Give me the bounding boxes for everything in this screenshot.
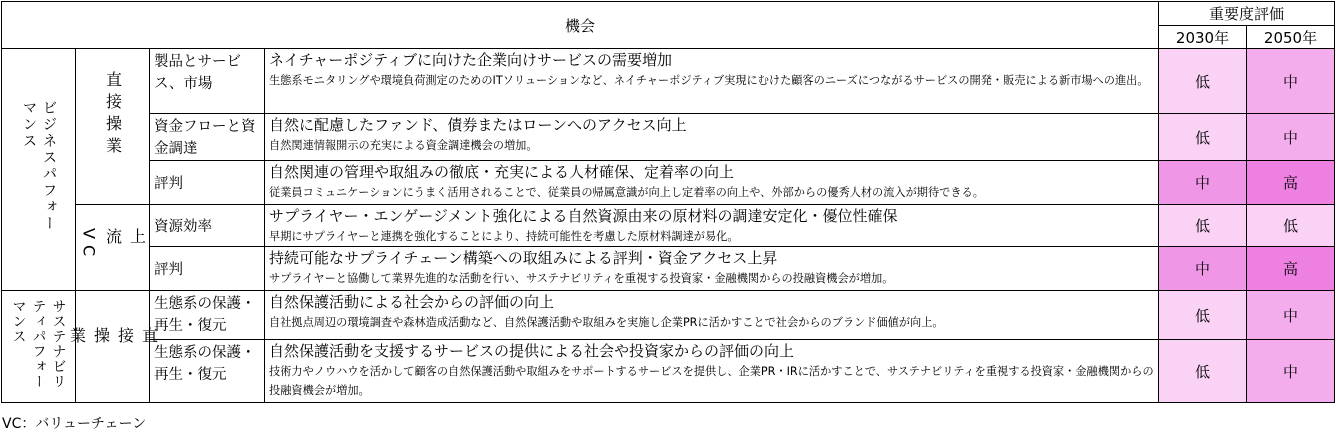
subgroup-direct-operations-2	[67, 291, 159, 403]
subgroup-label: 上流VC	[79, 227, 147, 262]
opportunity-desc: サプライヤーと協働して業界先進的な活動を行い、サステナビリティを重視する投資家・金融機関からの投融資機会が増加。	[269, 272, 894, 285]
rating-2050: 中	[1247, 291, 1335, 340]
opportunity-cell	[265, 49, 1159, 114]
group-label: ビジネスパフォーマンス	[20, 99, 57, 232]
opportunity-desc: 技術力やノウハウを活かして顧客の自然保護活動や取組みをサポートするサービスを提供し、企業PR・IRに活かすことで、サステナビリティを重視する投資家・金融機関からの投融資機会が増加。	[269, 365, 1154, 397]
rating-2050: 低	[1247, 205, 1335, 247]
rating-2050: 中	[1247, 49, 1335, 114]
rating-2050: 中	[1247, 114, 1335, 161]
rating-2030: 低	[1159, 340, 1247, 403]
subgroup-direct-operations	[76, 49, 150, 205]
opportunity-desc: 生態系モニタリングや環境負荷測定のためのITソリューションなど、ネイチャーポジティブ実現にむけた顧客のニーズにつながるサービスの開発・販売による新市場への進出。	[269, 74, 1149, 87]
opportunity-table	[1, 1, 1335, 403]
rating-2030: 低	[1159, 205, 1247, 247]
opportunity-cell	[265, 340, 1159, 403]
rating-2050: 高	[1247, 247, 1335, 291]
opportunity-cell	[265, 205, 1159, 247]
rating-2030: 低	[1159, 114, 1247, 161]
opportunity-title: サプライヤー・エンゲージメント強化による自然資源由来の原材料の調達安定化・優位性確保	[269, 207, 898, 225]
header-importance: 重要度評価	[1159, 2, 1335, 26]
opportunity-desc: 自然関連情報開示の充実による資金調達機会の増加。	[269, 139, 538, 152]
opportunity-cell	[265, 114, 1159, 161]
rating-2030: 低	[1159, 291, 1247, 340]
opportunity-title: 持続可能なサプライチェーン構築への取組みによる評判・資金アクセス上昇	[269, 249, 778, 267]
category-cell: 評判	[150, 161, 265, 205]
group-business-performance	[2, 49, 76, 291]
category-cell: 資金フローと資金調達	[150, 114, 265, 161]
opportunity-title: ネイチャーポジティブに向けた企業向けサービスの需要増加	[269, 51, 673, 69]
header-opportunity: 機会	[2, 2, 1159, 49]
opportunity-desc: 早期にサプライヤーと連携を強化することにより、持続可能性を考慮した原材料調達が易化。	[269, 230, 739, 243]
opportunity-title: 自然保護活動を支援するサービスの提供による社会や投資家からの評価の向上	[269, 342, 795, 360]
group-label: サステナビリティパフォーマンス	[10, 299, 67, 389]
rating-2050: 中	[1247, 340, 1335, 403]
opportunity-cell	[265, 291, 1159, 340]
opportunity-desc: 従業員コミュニケーションにうまく活用されることで、従業員の帰属意識が向上し定着率の向上や、外部からの優秀人材の流入が期待できる。	[269, 186, 984, 199]
opportunity-desc: 自社拠点周辺の環境調査や森林造成活動など、自然保護活動や取組みを実施し企業PRに活かすことで社会からのブランド価値が向上。	[269, 316, 944, 329]
header-year-2050: 2050年	[1247, 26, 1335, 49]
opportunity-title: 自然に配慮したファンド、債券またはローンへのアクセス向上	[269, 116, 687, 134]
category-cell: 製品とサービス、市場	[150, 49, 265, 114]
header-year-2030: 2030年	[1159, 26, 1247, 49]
category-cell: 生態系の保護・再生・復元	[150, 340, 265, 403]
category-cell: 評判	[150, 247, 265, 291]
subgroup-label: 直接操業	[67, 326, 159, 349]
opportunity-title: 自然保護活動による社会からの評価の向上	[269, 293, 555, 311]
category-cell: 資源効率	[150, 205, 265, 247]
opportunity-title: 自然関連の管理や取組みの徹底・充実による人材確保、定着率の向上	[269, 163, 735, 181]
category-cell: 生態系の保護・再生・復元	[150, 291, 265, 340]
opportunity-cell	[265, 247, 1159, 291]
footnote: VC：バリューチェーン	[2, 416, 147, 432]
subgroup-label: 直接操業	[103, 71, 123, 159]
subgroup-upstream-vc	[76, 205, 150, 291]
rating-2050: 高	[1247, 161, 1335, 205]
rating-2030: 中	[1159, 247, 1247, 291]
opportunity-cell	[265, 161, 1159, 205]
rating-2030: 低	[1159, 49, 1247, 114]
rating-2030: 中	[1159, 161, 1247, 205]
